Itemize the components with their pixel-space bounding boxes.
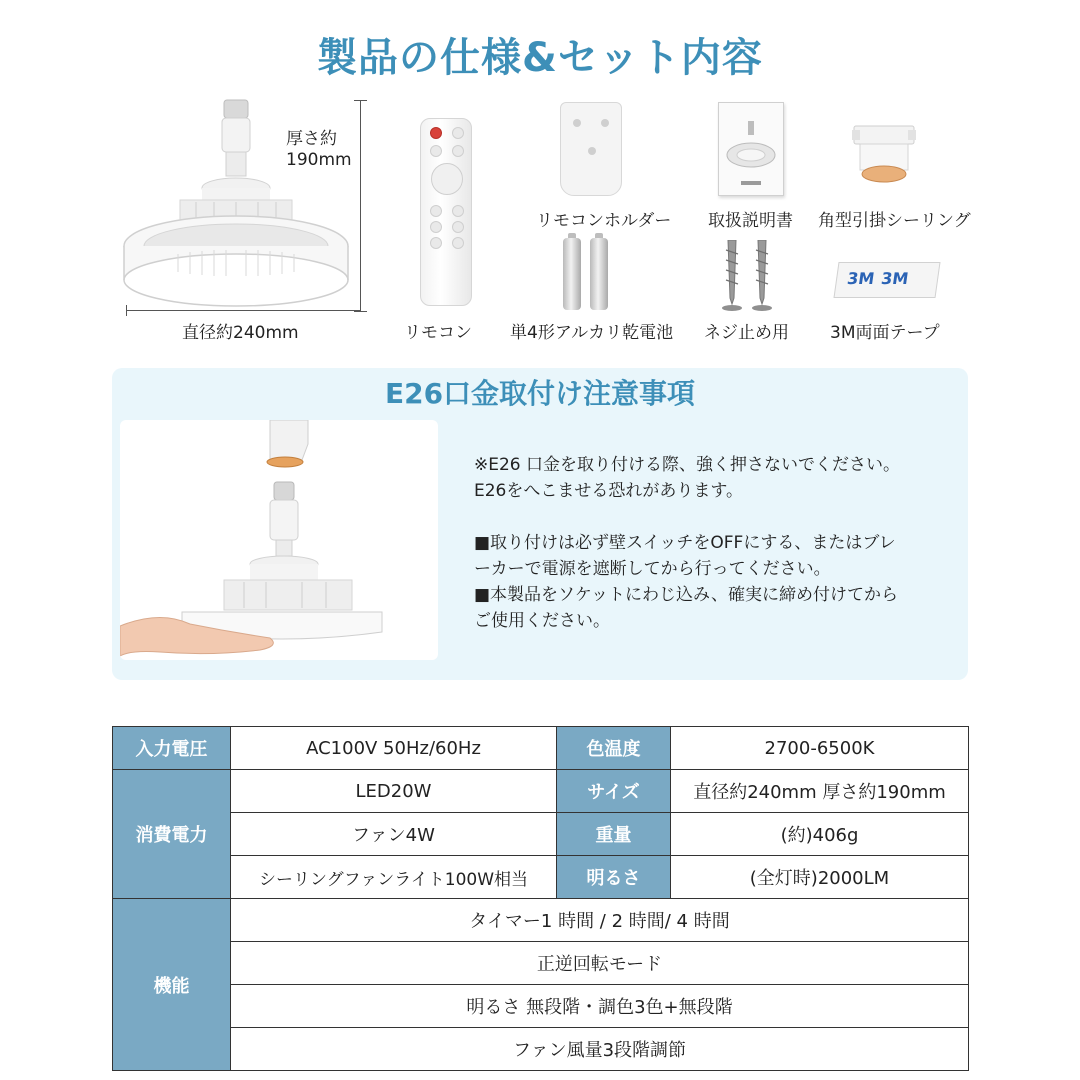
thickness-label: 厚さ約: [286, 129, 337, 149]
table-row: [113, 899, 969, 942]
battery-icon: [590, 238, 608, 310]
function-timer: タイマー1 時間 / 2 時間/ 4 時間: [231, 899, 969, 942]
power-button-icon: [430, 127, 442, 139]
notice-line: ※E26 口金を取り付ける際、強く押さないでください。: [474, 455, 901, 475]
table-row: [113, 856, 969, 899]
screw-hole-icon: [601, 119, 609, 127]
notice-line: ご使用ください。: [474, 611, 610, 631]
thickness-value: 190mm: [286, 150, 352, 170]
timer-button-icon: [452, 221, 464, 233]
screw-hole-icon: [573, 119, 581, 127]
color-temp-header: 色温度: [557, 727, 671, 770]
adapter-label: 角型引掛シーリング: [818, 211, 971, 231]
size-value: 直径約240mm 厚さ約190mm: [671, 770, 969, 813]
remote-holder-image: [560, 102, 622, 196]
table-row: [113, 985, 969, 1028]
mode-button-icon: [452, 145, 464, 157]
installation-photo: [120, 420, 438, 660]
power-led-value: LED20W: [231, 770, 557, 813]
weight-header: 重量: [557, 813, 671, 856]
tape-logo: 3M: [845, 269, 876, 288]
table-row: [113, 942, 969, 985]
notice-line: E26をへこませる恐れがあります。: [474, 481, 744, 501]
holder-label: リモコンホルダー: [536, 211, 672, 231]
batteries-label: 単4形アルカリ乾電池: [510, 323, 674, 343]
function-rotation: 正逆回転モード: [231, 942, 969, 985]
timer-button-icon: [452, 205, 464, 217]
table-row: [113, 727, 969, 770]
manual-image: [718, 102, 784, 196]
remote-control-image: [420, 118, 472, 306]
function-header: 機能: [113, 899, 231, 1071]
weight-value: (約)406g: [671, 813, 969, 856]
function-brightness: 明るさ 無段階・調色3色+無段階: [231, 985, 969, 1028]
light-button-icon: [430, 145, 442, 157]
thickness-dimension-line: [360, 100, 361, 312]
diameter-label: 直径約240mm: [182, 323, 299, 343]
speed-button-icon: [452, 237, 464, 249]
size-header: サイズ: [557, 770, 671, 813]
manual-fan-icon: [719, 103, 783, 195]
remote-label: リモコン: [404, 323, 472, 343]
double-sided-tape-image: [833, 262, 940, 298]
power-fan-value: ファン4W: [231, 813, 557, 856]
notice-title: E26口金取付け注意事項: [384, 377, 696, 410]
brightness-header: 明るさ: [557, 856, 671, 899]
screws-image: [718, 240, 778, 312]
function-fan-speed: ファン風量3段階調節: [231, 1028, 969, 1071]
notice-line: ■本製品をソケットにわじ込み、確実に締め付けてから: [474, 585, 899, 605]
installation-illustration: [120, 420, 438, 660]
screw-hole-icon: [588, 147, 596, 155]
manual-label: 取扱説明書: [708, 211, 793, 231]
input-voltage-value: AC100V 50Hz/60Hz: [231, 727, 557, 770]
tape-logo: 3M: [879, 269, 910, 288]
color-temp-value: 2700-6500K: [671, 727, 969, 770]
brightness-value: (全灯時)2000LM: [671, 856, 969, 899]
table-row: [113, 813, 969, 856]
power-header: 消費電力: [113, 770, 231, 899]
timer-button-icon: [430, 221, 442, 233]
fan-button-icon: [452, 127, 464, 139]
screws-label: ネジ止め用: [704, 323, 789, 343]
notice-line: ■取り付けは必ず壁スイッチをOFFにする、またはブレ: [474, 533, 896, 553]
spec-table: [112, 726, 969, 1071]
diameter-dimension-line: [126, 310, 360, 311]
table-row: [113, 770, 969, 813]
table-row: [113, 1028, 969, 1071]
page-title: 製品の仕様&セット内容: [317, 35, 763, 81]
speed-button-icon: [430, 237, 442, 249]
notice-text: [474, 452, 954, 634]
timer-button-icon: [430, 205, 442, 217]
ceiling-adapter-image: [852, 124, 916, 186]
notice-line: ーカーで電源を遮断してから行ってください。: [474, 559, 831, 579]
tape-label: 3M両面テープ: [830, 323, 940, 343]
dial-ring-icon: [431, 163, 463, 195]
input-voltage-header: 入力電圧: [113, 727, 231, 770]
battery-icon: [563, 238, 581, 310]
power-equiv-value: シーリングファンライト100W相当: [231, 856, 557, 899]
